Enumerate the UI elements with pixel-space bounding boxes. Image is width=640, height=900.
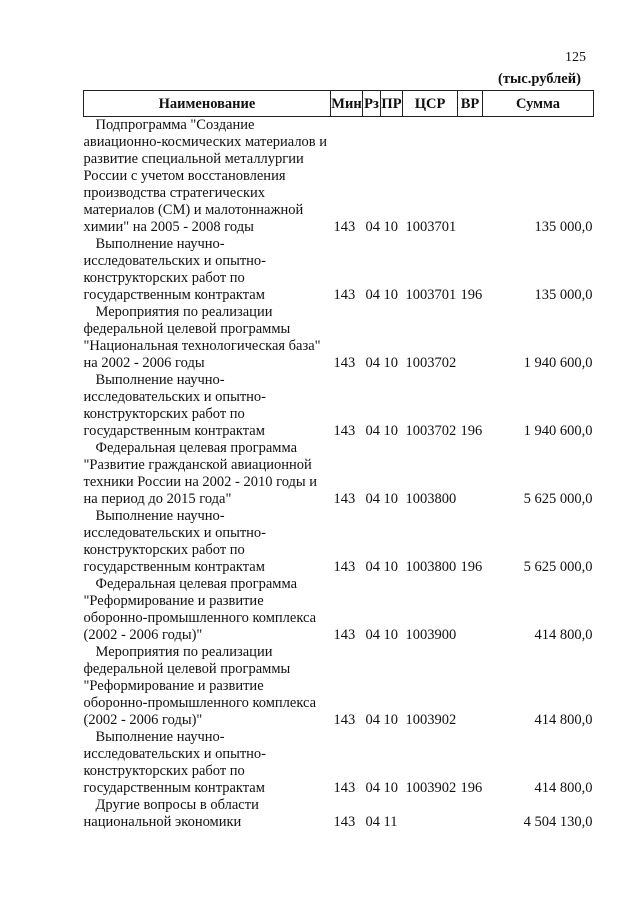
row-name-text: Выполнение научно-исследовательских и опытно-конструкторских работ по государственным контрактам: [83, 508, 267, 575]
cell-name: [84, 236, 331, 304]
table-row: [84, 304, 594, 372]
cell-pr: 10: [383, 491, 398, 507]
cell-rz: 04: [365, 219, 380, 235]
table-row: [84, 372, 594, 440]
budget-table: [83, 90, 594, 831]
cell-name: [84, 797, 331, 831]
cell-min: 143: [333, 559, 356, 575]
header-min: Мин: [331, 91, 363, 117]
cell-name: [84, 440, 331, 508]
row-name-text: Выполнение научно-исследовательских и опытно-конструкторских работ по государственным контрактам: [83, 236, 267, 303]
cell-sum: 4 504 130,0: [523, 814, 593, 830]
table-row: [84, 236, 594, 304]
row-name-text: Федеральная целевая программа "Реформирование и развитие оборонно-промышленного комплекса (2002 - 2006 годы)": [83, 576, 317, 643]
table-row: [84, 117, 594, 237]
cell-name: [84, 117, 331, 237]
cell-sum: 414 800,0: [534, 780, 593, 796]
cell-vr: [458, 304, 483, 372]
cell-pr: 10: [383, 423, 398, 439]
cell-vr: [458, 440, 483, 508]
cell-vr: 196: [460, 287, 483, 303]
table-row: [84, 729, 594, 797]
cell-pr: 10: [383, 780, 398, 796]
cell-csr: 1003800: [405, 559, 457, 575]
header-csr: ЦСР: [403, 91, 458, 117]
cell-csr: 1003702: [405, 355, 457, 371]
header-rz: Рз: [363, 91, 381, 117]
cell-name: [84, 576, 331, 644]
cell-sum: 135 000,0: [534, 219, 593, 235]
cell-min: 143: [333, 287, 356, 303]
cell-rz: 04: [365, 287, 380, 303]
cell-sum: 414 800,0: [534, 712, 593, 728]
cell-min: 143: [333, 627, 356, 643]
cell-csr: 1003701: [405, 219, 457, 235]
table-row: [84, 576, 594, 644]
table-header-row: [84, 91, 594, 117]
cell-sum: 1 940 600,0: [523, 355, 593, 371]
cell-vr: 196: [460, 559, 483, 575]
row-name-text: Мероприятия по реализации федеральной целевой программы "Национальная технологическая база" на 2002 - 2006 годы: [83, 304, 321, 371]
table-row: [84, 440, 594, 508]
cell-sum: 5 625 000,0: [523, 559, 593, 575]
table-row: [84, 644, 594, 729]
cell-vr: [458, 644, 483, 729]
row-name-text: Выполнение научно-исследовательских и опытно-конструкторских работ по государственным контрактам: [83, 372, 267, 439]
cell-csr: 1003902: [405, 712, 457, 728]
header-sum: Сумма: [483, 91, 594, 117]
row-name-text: Мероприятия по реализации федеральной целевой программы "Реформирование и развитие оборонно-промышленного комплекса (2002 - 2006 годы)": [83, 644, 317, 728]
cell-vr: [458, 797, 483, 831]
cell-pr: 10: [383, 559, 398, 575]
cell-csr: [403, 797, 458, 831]
header-name: Наименование: [84, 91, 331, 117]
cell-sum: 5 625 000,0: [523, 491, 593, 507]
cell-sum: 1 940 600,0: [523, 423, 593, 439]
cell-pr: 10: [383, 219, 398, 235]
cell-min: 143: [333, 423, 356, 439]
cell-sum: 135 000,0: [534, 287, 593, 303]
cell-csr: 1003800: [405, 491, 457, 507]
cell-pr: 10: [383, 355, 398, 371]
cell-rz: 04: [365, 491, 380, 507]
table-row: [84, 797, 594, 831]
cell-vr: [458, 117, 483, 237]
cell-vr: 196: [460, 423, 483, 439]
cell-min: 143: [333, 712, 356, 728]
cell-rz: 04: [365, 423, 380, 439]
cell-name: [84, 644, 331, 729]
cell-csr: 1003702: [405, 423, 457, 439]
cell-rz: 04: [365, 627, 380, 643]
cell-vr: 196: [460, 780, 483, 796]
cell-name: [84, 508, 331, 576]
cell-name: [84, 372, 331, 440]
row-name-text: Федеральная целевая программа "Развитие гражданской авиационной техники России на 2002 - 2010 годы и на период до 2015 года": [83, 440, 318, 507]
cell-csr: 1003701: [405, 287, 457, 303]
cell-pr: 10: [383, 712, 398, 728]
table-row: [84, 508, 594, 576]
cell-rz: 04: [365, 780, 380, 796]
cell-min: 143: [333, 491, 356, 507]
row-name-text: Подпрограмма "Создание авиационно-космических материалов и развитие специальной металлургии России с учетом восстановления производства стратегических материалов (СМ) и малотоннажной химии" на 2005 - 2008 годы: [83, 117, 328, 235]
cell-rz: 04: [365, 559, 380, 575]
cell-name: [84, 304, 331, 372]
units-label: (тыс.рублей): [498, 71, 581, 87]
cell-min: 143: [333, 355, 356, 371]
row-name-text: Выполнение научно-исследовательских и опытно-конструкторских работ по государственным контрактам: [83, 729, 267, 796]
cell-min: 143: [333, 219, 356, 235]
cell-sum: 414 800,0: [534, 627, 593, 643]
cell-rz: 04: [365, 814, 380, 830]
cell-pr: 10: [383, 627, 398, 643]
cell-vr: [458, 576, 483, 644]
header-pr: ПР: [381, 91, 403, 117]
cell-rz: 04: [365, 712, 380, 728]
header-vr: ВР: [458, 91, 483, 117]
cell-pr: 10: [383, 287, 398, 303]
cell-rz: 04: [365, 355, 380, 371]
cell-min: 143: [333, 780, 356, 796]
cell-pr: 11: [383, 814, 398, 830]
cell-name: [84, 729, 331, 797]
row-name-text: Другие вопросы в области национальной экономики: [83, 797, 259, 830]
page-number: 125: [565, 50, 586, 65]
cell-csr: 1003902: [405, 780, 457, 796]
cell-csr: 1003900: [405, 627, 457, 643]
cell-min: 143: [333, 814, 356, 830]
